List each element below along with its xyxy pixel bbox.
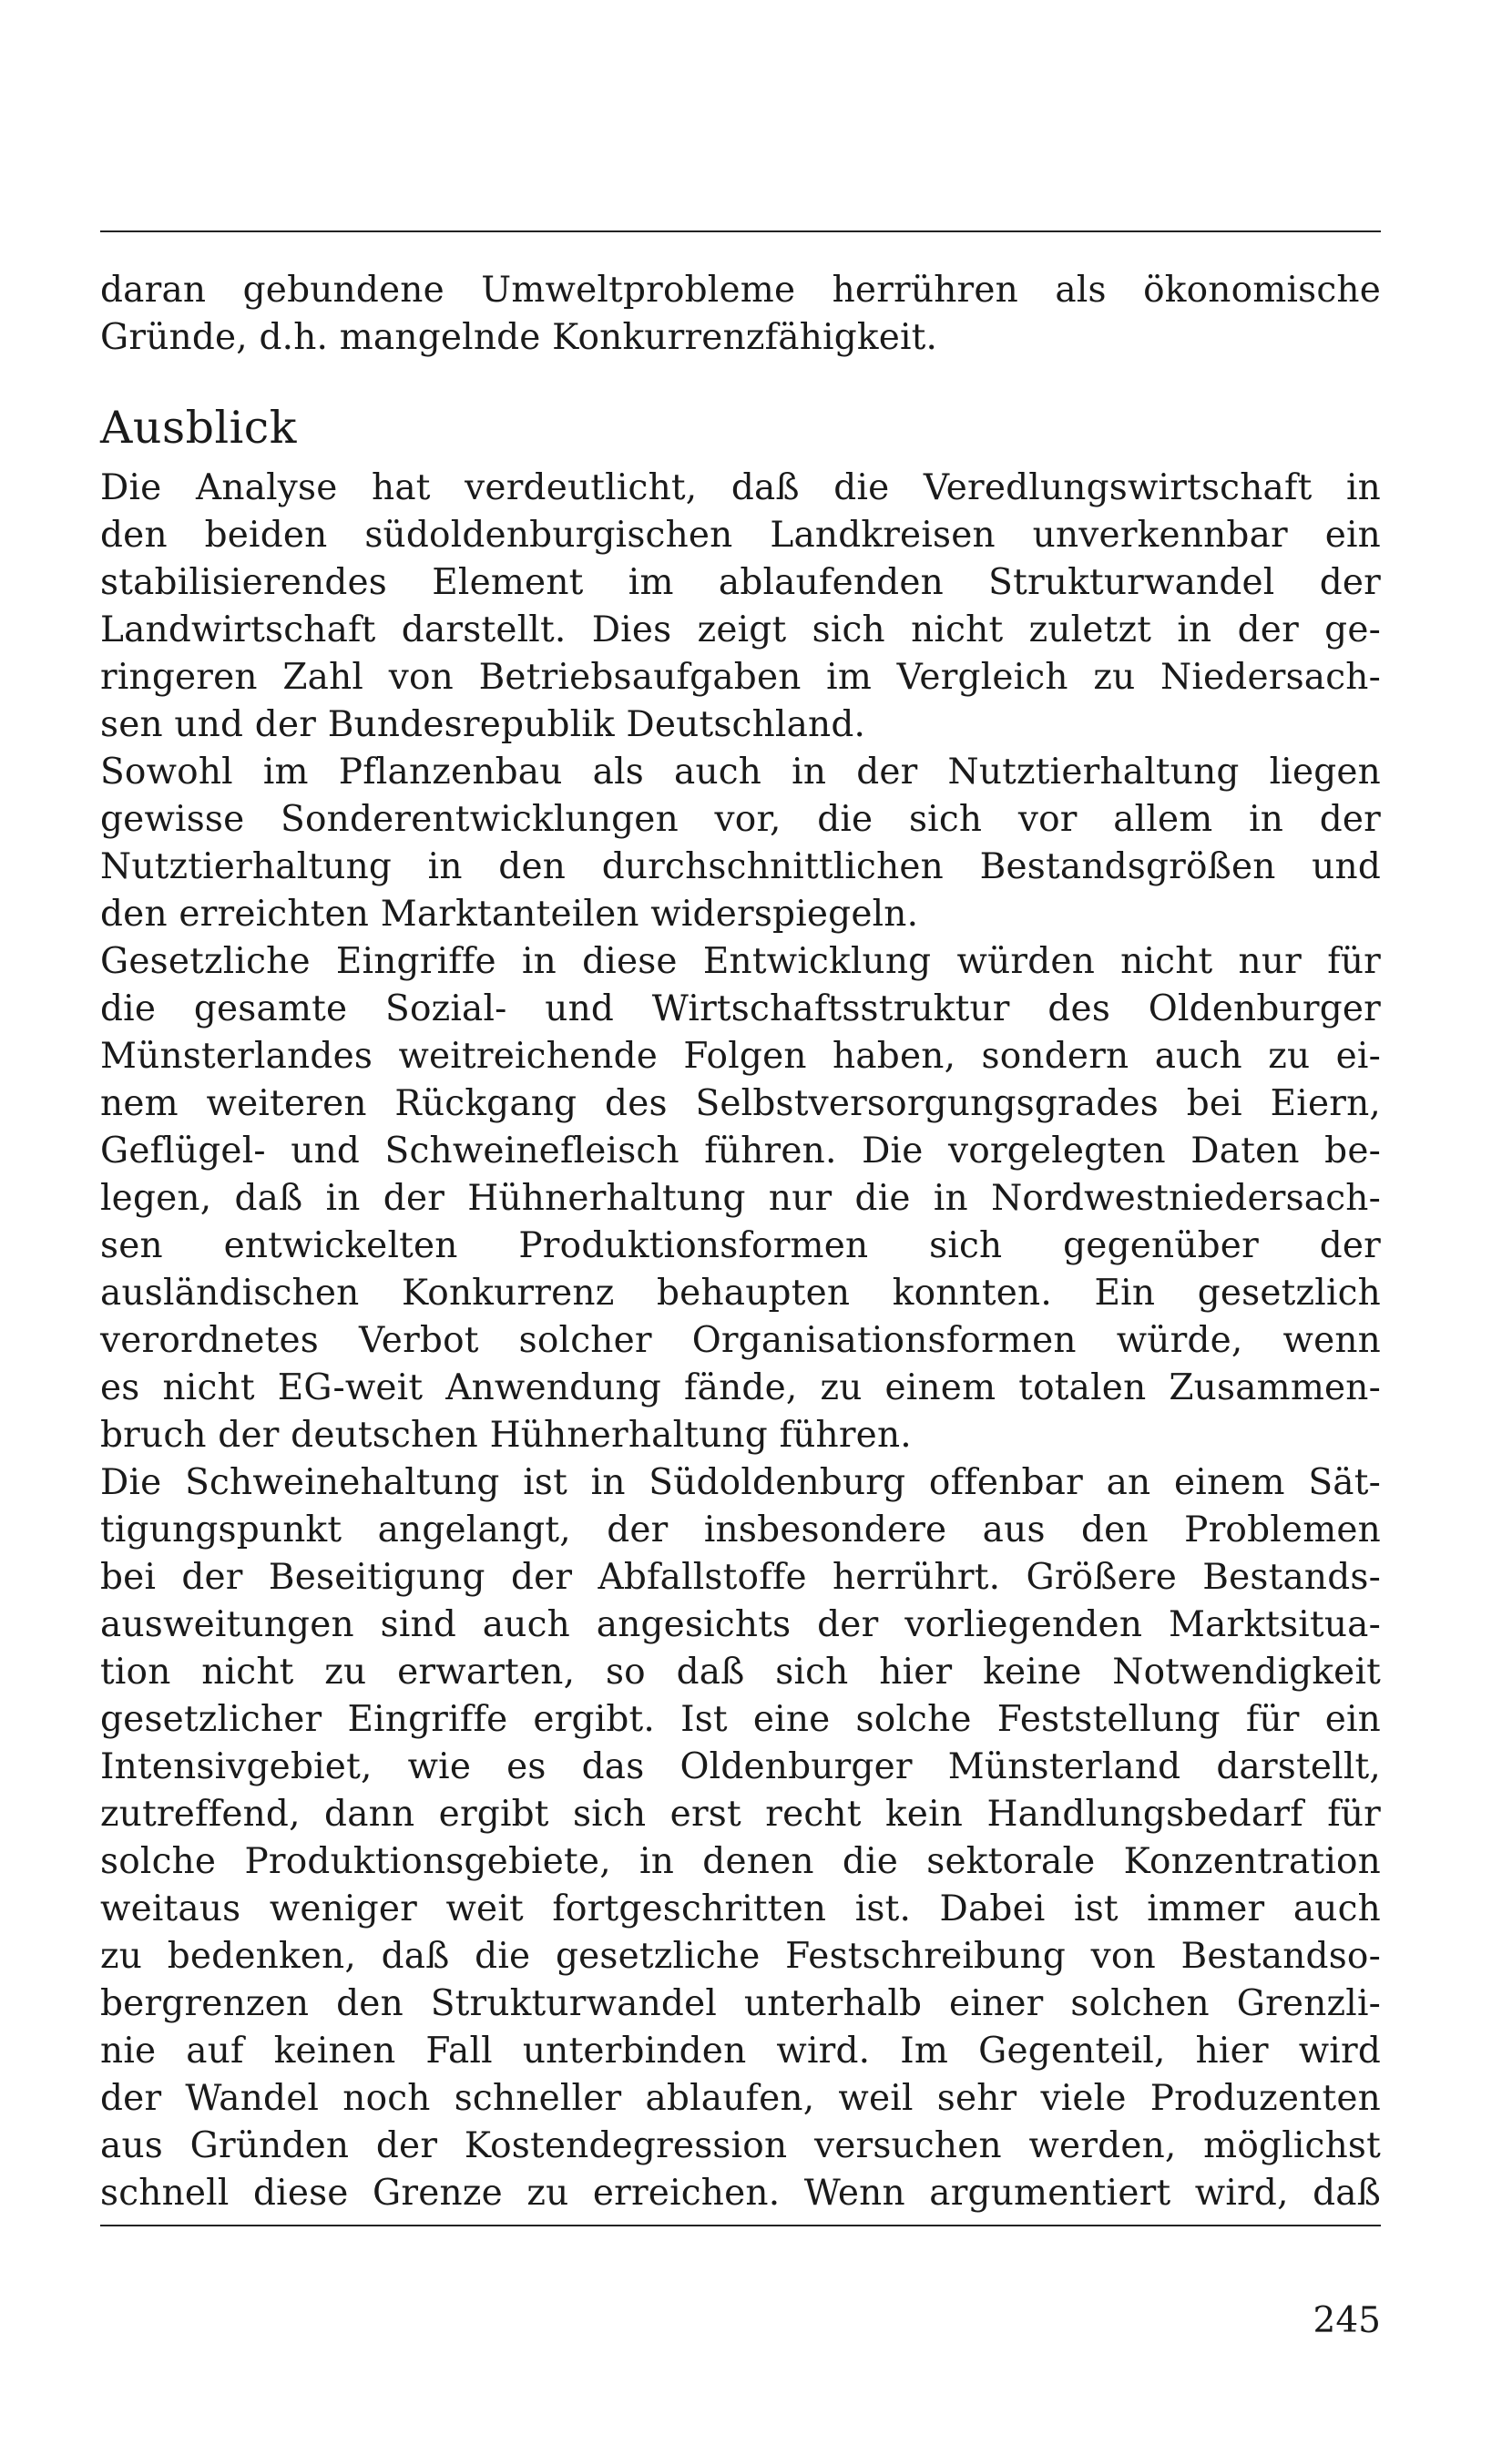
paragraph-1 (100, 465, 1381, 749)
text-line: Sowohl im Pflanzenbau als auch in der Nutztierhaltung liegen (100, 752, 1381, 793)
text-line: Nutztierhaltung in den durchschnittlichen Bestandsgrößen und (100, 846, 1381, 887)
continuation-text (100, 267, 1381, 362)
text-line: Die Schweinehaltung ist in Südoldenburg offenbar an einem Sät- (100, 1462, 1381, 1503)
text-line: der Wandel noch schneller ablaufen, weil sehr viele Produzenten (100, 2078, 1381, 2119)
page-number: 245 (1313, 2300, 1381, 2341)
text-line: Gründe, d.h. mangelnde Konkurrenzfähigkeit. (100, 317, 938, 358)
text-line: Geflügel- und Schweinefleisch führen. Die vorgelegten Daten be- (100, 1131, 1381, 1172)
text-line: ringeren Zahl von Betriebsaufgaben im Vergleich zu Niedersach- (100, 657, 1381, 698)
text-line: sen und der Bundesrepublik Deutschland. (100, 704, 866, 745)
header-rule (100, 230, 1381, 232)
paragraph-3 (100, 938, 1381, 1459)
text-line: schnell diese Grenze zu erreichen. Wenn argumentiert wird, daß (100, 2173, 1381, 2214)
text-line: nie auf keinen Fall unterbinden wird. Im Gegenteil, hier wird (100, 2031, 1381, 2072)
footer-rule (100, 2225, 1381, 2226)
text-line: verordnetes Verbot solcher Organisationsformen würde, wenn (100, 1320, 1381, 1361)
text-line: legen, daß in der Hühnerhaltung nur die in Nordwestniedersach- (100, 1178, 1381, 1219)
text-line: zutreffend, dann ergibt sich erst recht kein Handlungsbedarf für (100, 1794, 1381, 1835)
text-line: Münsterlandes weitreichende Folgen haben, sondern auch zu ei- (100, 1036, 1381, 1077)
text-line: gewisse Sonderentwicklungen vor, die sich vor allem in der (100, 799, 1381, 840)
text-line: die gesamte Sozial- und Wirtschaftsstruktur des Oldenburger (100, 988, 1381, 1029)
text-line: tion nicht zu erwarten, so daß sich hier keine Notwendigkeit (100, 1652, 1381, 1693)
text-line: Landwirtschaft darstellt. Dies zeigt sich nicht zuletzt in der ge- (100, 609, 1381, 650)
text-line: gesetzlicher Eingriffe ergibt. Ist eine solche Feststellung für ein (100, 1699, 1381, 1740)
text-line: ausweitungen sind auch angesichts der vorliegenden Marktsitua- (100, 1604, 1381, 1645)
paragraph-4 (100, 1459, 1381, 2217)
text-line: stabilisierendes Element im ablaufenden Strukturwandel der (100, 562, 1381, 603)
text-line: weitaus weniger weit fortgeschritten ist. Dabei ist immer auch (100, 1888, 1381, 1929)
text-line: sen entwickelten Produktionsformen sich gegenüber der (100, 1225, 1381, 1266)
text-line: aus Gründen der Kostendegression versuchen werden, möglichst (100, 2125, 1381, 2166)
text-line: es nicht EG-weit Anwendung fände, zu einem totalen Zusammen- (100, 1367, 1381, 1408)
text-line: nem weiteren Rückgang des Selbstversorgungsgrades bei Eiern, (100, 1083, 1381, 1124)
text-line: solche Produktionsgebiete, in denen die sektorale Konzentration (100, 1841, 1381, 1882)
text-line: Die Analyse hat verdeutlicht, daß die Veredlungswirtschaft in (100, 467, 1381, 508)
text-line: zu bedenken, daß die gesetzliche Festschreibung von Bestandso- (100, 1936, 1381, 1977)
text-line: tigungspunkt angelangt, der insbesondere aus den Problemen (100, 1509, 1381, 1550)
section-heading: Ausblick (100, 402, 297, 454)
text-line: bergrenzen den Strukturwandel unterhalb einer solchen Grenzli- (100, 1983, 1381, 2024)
text-line: bei der Beseitigung der Abfallstoffe herrührt. Größere Bestands- (100, 1557, 1381, 1598)
text-line: bruch der deutschen Hühnerhaltung führen. (100, 1415, 912, 1456)
text-line: Gesetzliche Eingriffe in diese Entwicklung würden nicht nur für (100, 941, 1381, 982)
text-line: den beiden südoldenburgischen Landkreisen unverkennbar ein (100, 515, 1381, 556)
text-line: daran gebundene Umweltprobleme herrühren als ökonomische (100, 270, 1381, 311)
text-line: Intensivgebiet, wie es das Oldenburger Münsterland darstellt, (100, 1746, 1381, 1787)
text-line: ausländischen Konkurrenz behaupten konnten. Ein gesetzlich (100, 1273, 1381, 1314)
paragraph-2 (100, 749, 1381, 938)
text-line: den erreichten Marktanteilen widerspiegeln. (100, 894, 919, 935)
